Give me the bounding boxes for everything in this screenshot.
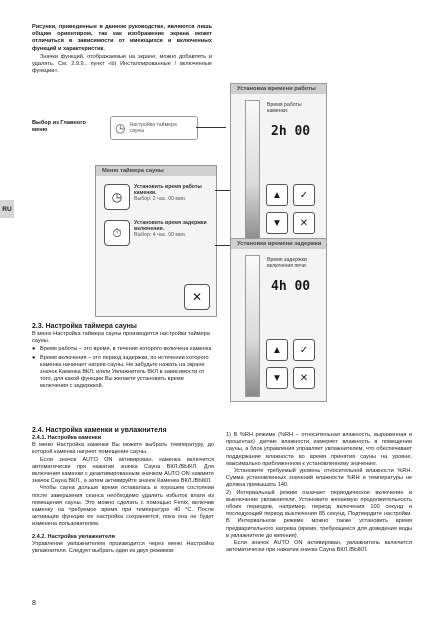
work-time-panel-title: Установка времени работы (231, 84, 326, 94)
delay-down-button[interactable] (266, 367, 288, 389)
intro-text (32, 24, 212, 75)
close-button[interactable] (184, 284, 210, 310)
work-ok-button[interactable] (293, 184, 315, 206)
delay-close-button[interactable] (293, 367, 315, 389)
work-time-icon: ◷ (104, 184, 130, 210)
arrow-down-icon: ▼ (272, 372, 282, 384)
section-2-4-2-heading: 2.4.2. Настройка увлажнителя (32, 533, 115, 540)
close-icon: ✕ (299, 217, 309, 229)
section-2-3-bullet2: Время включения – это период задержки, по истечении которого каменка начинает нагрев сауны. Не забудьте нажать на экране значок Каменка ВКЛ. и/или Увлажнитель ВКЛ в зависимости от того, для какой функции Вы желаете установить время включения с задержкой. (40, 354, 209, 390)
section-2-4-heading: 2.4. Настройка каменки и увлажнителя (32, 427, 167, 434)
leader-line (196, 127, 226, 128)
section-2-4-1-heading: 2.4.1. Настройка каменки (32, 435, 102, 441)
section-2-4-p1: В меню Настройка каменки Вы можете выбрать температуру, до которой каменка нагреет помещение сауны. (32, 442, 214, 456)
work-close-button[interactable] (293, 212, 315, 234)
delay-time-panel-title: Установка времени задержки (231, 239, 326, 249)
leader-line-work (215, 190, 231, 191)
leader-line-delay (215, 245, 231, 246)
right-column (226, 432, 412, 554)
right-p1: 1) В %RH режиме (%RH – относительная влажность, выраженная в процентах) датчик влажности измеряет влажность в помещении сауны, а блок управления управляет увлажнителем, что обеспечивает поддержание влажности во время принятия сауны на уровне, максимально приближенном к установленному значению. (226, 432, 412, 467)
main-menu-caption: Выбор из Главного меню (32, 120, 86, 134)
delay-time-slider[interactable] (245, 255, 260, 397)
section-2-3-p1: В меню Настройка таймера сауны производятся настройки таймера сауны. (32, 331, 210, 345)
delay-time-label: Время задержки включения печи: (267, 257, 308, 270)
section-2-3 (32, 322, 212, 391)
close-icon: ✕ (299, 372, 309, 384)
delay-time-panel (230, 238, 327, 402)
checkmark-icon: ✓ (299, 344, 309, 356)
bullet-icon: ● (32, 346, 36, 353)
clock-icon: ◷ (115, 121, 126, 135)
right-p4: Если значок AUTO ON активирован, увлажнитель включится автоматически при нажатии значка Сауна ВКЛ./ВЫКЛ. (226, 540, 412, 554)
language-tab: RU (0, 200, 14, 218)
section-2-4 (32, 426, 214, 555)
work-time-label: Время работы каменки: (267, 102, 302, 115)
close-icon: ✕ (191, 290, 203, 304)
delay-ok-button[interactable] (293, 339, 315, 361)
sauna-timer-menu (95, 165, 217, 317)
work-time-slider[interactable] (245, 100, 260, 242)
intro-bold: Рисунки, приведенные в данном руководстве, являются лишь общим ориентиром, так как изображение экрана может отличаться в зависимости от имеющихся и включенных функций и характеристик. (32, 24, 212, 52)
arrow-down-icon: ▼ (272, 217, 282, 229)
arrow-up-icon: ▲ (272, 344, 282, 356)
work-time-value: 2h 00 (271, 124, 311, 139)
work-time-title: Установить время работы каменки. (134, 184, 202, 197)
delay-time-icon: ⏱ (104, 220, 130, 246)
section-2-4-p2: Если значок AUTO ON активирован, каменка включится автоматически при нажатии значка Сауна ВКЛ./ВЫКЛ. Для включения каменки с деактивированным значком AUTO ON нажмите значок Сауна ВКЛ., а затем активируйте значок Каменка ВКЛ./ВЫКЛ. (32, 456, 214, 485)
right-p3: 2) Интервальный режим означает периодическое включение и выключение увлажнителя. Установите желаемую продолжительность обоих периодов, например, период включения 100 секунд и последующий период выключения 85 секунд. Подтвердите настройки. В Интервальном режиме можно также установить время предварительного нагрева (время, требующееся для доведения воды в увлажнителе до кипения). (226, 489, 412, 539)
checkmark-icon: ✓ (299, 189, 309, 201)
sauna-timer-main-button[interactable] (110, 116, 198, 140)
intro-normal: Значки функций, отображаемые на экране, можно добавлять и удалять. См. 2.9.9., пункт «b) Инсталлированные / включенные функции». (32, 53, 212, 75)
section-2-4-p3: Чтобы сауна дольше время оставалась в хорошем состоянии после завершения сеанса необходимо удалить избыток влаги из помещения сауны. Это можно сделать с помощью Fenix, включив каменку на требуемое время при температуре 40 °C. После активации функции ее настройка сохраняется, пока она не будет изменена пользователем. (32, 485, 214, 528)
right-p2: Установите требуемый уровень относительной влажности %RH. Сумма установленных значений влажности %RH и температуры не должна превышать 140. (226, 468, 412, 489)
delay-time-title: Установить время задержки включения. (134, 220, 207, 233)
work-up-button[interactable] (266, 184, 288, 206)
work-time-sub: Выбор: 2 час. 00 мин. (134, 196, 187, 203)
work-down-button[interactable] (266, 212, 288, 234)
page-number: 8 (32, 600, 36, 607)
section-2-3-heading: 2.3. Настройка таймера сауны (32, 323, 137, 330)
delay-up-button[interactable] (266, 339, 288, 361)
set-delay-time-item[interactable] (104, 218, 212, 248)
section-2-3-bullet1: Время работы – это время, в течение которого включена каменка (40, 346, 212, 353)
delay-time-value: 4h 00 (271, 279, 311, 294)
sauna-timer-main-button-label: Настройка таймера сауны (129, 121, 177, 134)
delay-time-sub: Выбор: 4 час. 00 мин. (134, 232, 187, 239)
work-time-panel (230, 83, 327, 247)
sauna-timer-menu-title: Меню таймера сауны (96, 166, 216, 176)
arrow-up-icon: ▲ (272, 189, 282, 201)
bullet-icon: ● (32, 354, 36, 361)
set-work-time-item[interactable] (104, 182, 212, 212)
section-2-4-p4: Управление увлажнителем производится через меню Настройка увлажнителя. Следует выбрать один из двух режимов: (32, 540, 214, 555)
